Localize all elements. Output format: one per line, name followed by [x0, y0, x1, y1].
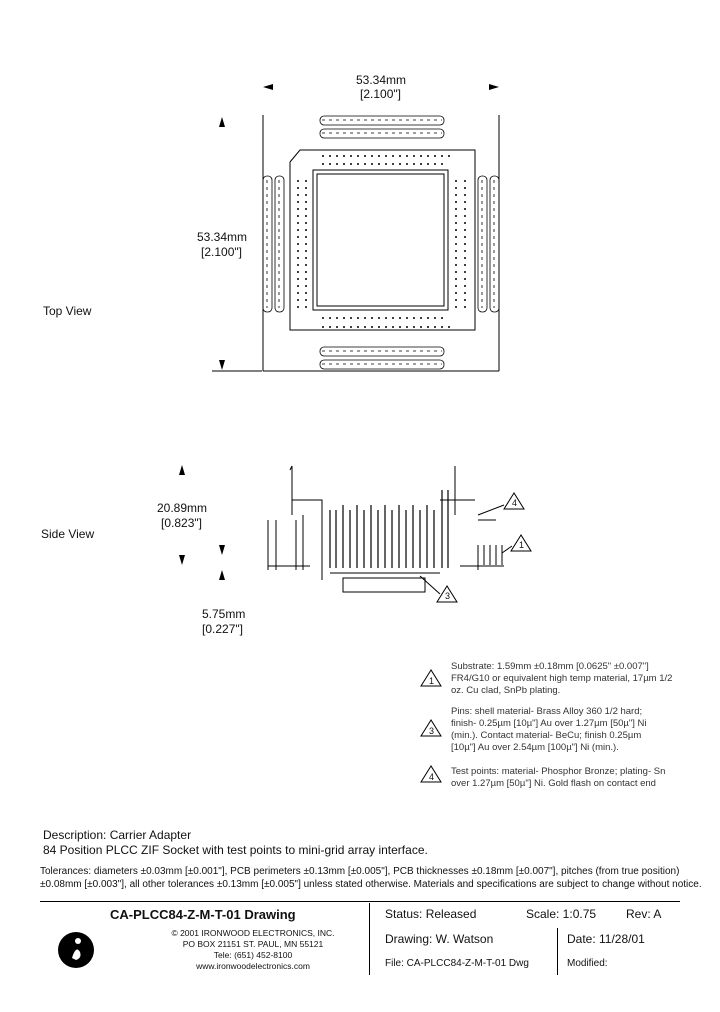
- description-line-1: Description: Carrier Adapter: [43, 828, 192, 842]
- title-block-divider-2: [557, 928, 558, 975]
- side-view-label: Side View: [41, 527, 95, 541]
- side-offset-in: [0.227"]: [202, 622, 243, 636]
- side-view-profile: [268, 466, 504, 592]
- callout-1-label: 1: [519, 540, 525, 550]
- side-offset-mm: 5.75mm: [202, 607, 246, 621]
- top-height-in: [2.100"]: [201, 245, 242, 259]
- top-height-mm: 53.34mm: [197, 230, 248, 244]
- note-1-line-3: oz. Cu clad, SnPb plating.: [451, 685, 561, 696]
- modified: Modified:: [567, 958, 608, 969]
- top-width-mm: 53.34mm: [356, 73, 407, 87]
- callout-3-label: 3: [445, 591, 451, 601]
- inner-pad-ticks: [298, 156, 465, 327]
- note-3-line-3: (min.). Contact material- BeCu; finish 0.25µm: [451, 730, 642, 741]
- company-line-1: © 2001 IRONWOOD ELECTRONICS, INC.: [171, 928, 335, 938]
- tolerances: [40, 865, 702, 891]
- side-view-pins: [330, 490, 448, 568]
- company-line-4: www.ironwoodelectronics.com: [196, 961, 310, 971]
- file-name: File: CA-PLCC84-Z-M-T-01 Dwg: [385, 958, 529, 969]
- title-block-divider: [369, 903, 370, 975]
- note-3: [451, 706, 647, 754]
- note-3-line-4: [10µ"] Au over 2.54µm [100µ"] Ni (min.).: [451, 742, 619, 753]
- side-height-mm: 20.89mm: [157, 501, 208, 515]
- note-1-line-2: FR4/G10 or equivalent high temp material, 17µm 1/2: [451, 673, 673, 684]
- note-4-marker: 4: [429, 772, 435, 782]
- top-height-dimension: [212, 117, 262, 371]
- tolerances-line-1: Tolerances: diameters ±0.03mm [±0.001"], PCB perimeters ±0.13mm [±0.005"], PCB thicknesses ±0.18mm [±0.007"], pitches (from true position): [40, 866, 680, 877]
- note-4: [451, 766, 665, 790]
- note-4-line-1: Test points: material- Phosphor Bronze; plating- Sn: [451, 766, 666, 777]
- status: Status: Released: [385, 907, 477, 921]
- drawn-by: Drawing: W. Watson: [385, 932, 494, 946]
- note-3-line-1: Pins: shell material- Brass Alloy 360 1/2 hard;: [451, 706, 643, 717]
- scale: Scale: 1:0.75: [526, 907, 597, 921]
- side-callouts: [420, 493, 531, 602]
- date: Date: 11/28/01: [567, 932, 645, 946]
- note-4-line-2: over 1.27µm [50µ"] Ni. Gold flash on contact end: [451, 778, 656, 789]
- company-line-2: PO BOX 21151 ST. PAUL, MN 55121: [182, 939, 324, 949]
- revision: Rev: A: [626, 907, 662, 921]
- note-3-line-2: finish- 0.25µm [10µ"] Au over 1.27µm [50µ"] Ni: [451, 718, 647, 729]
- tolerances-line-2: ±0.08mm [±0.003"], all other tolerances ±0.13mm [±0.005"] unless stated otherwise. Materials and specifications are subject to change without notice.: [40, 879, 702, 890]
- description-line-2: 84 Position PLCC ZIF Socket with test points to mini-grid array interface.: [43, 843, 428, 857]
- top-width-in: [2.100"]: [360, 87, 401, 101]
- callout-4-label: 4: [512, 498, 518, 508]
- drawing-title: CA-PLCC84-Z-M-T-01 Drawing: [110, 907, 296, 922]
- note-1: [451, 661, 672, 697]
- note-1-line-1: Substrate: 1.59mm ±0.18mm [0.0625" ±0.007"]: [451, 661, 649, 672]
- company-info: [160, 928, 346, 972]
- title-block-top-rule: [40, 901, 680, 902]
- top-pin-rows: [320, 116, 444, 369]
- company-logo: [58, 932, 94, 968]
- note-1-marker: 1: [429, 676, 435, 686]
- top-view-label: Top View: [43, 304, 92, 318]
- side-height-in: [0.823"]: [161, 516, 202, 530]
- company-line-3: Tele: (651) 452-8100: [213, 950, 293, 960]
- note-3-marker: 3: [429, 726, 435, 736]
